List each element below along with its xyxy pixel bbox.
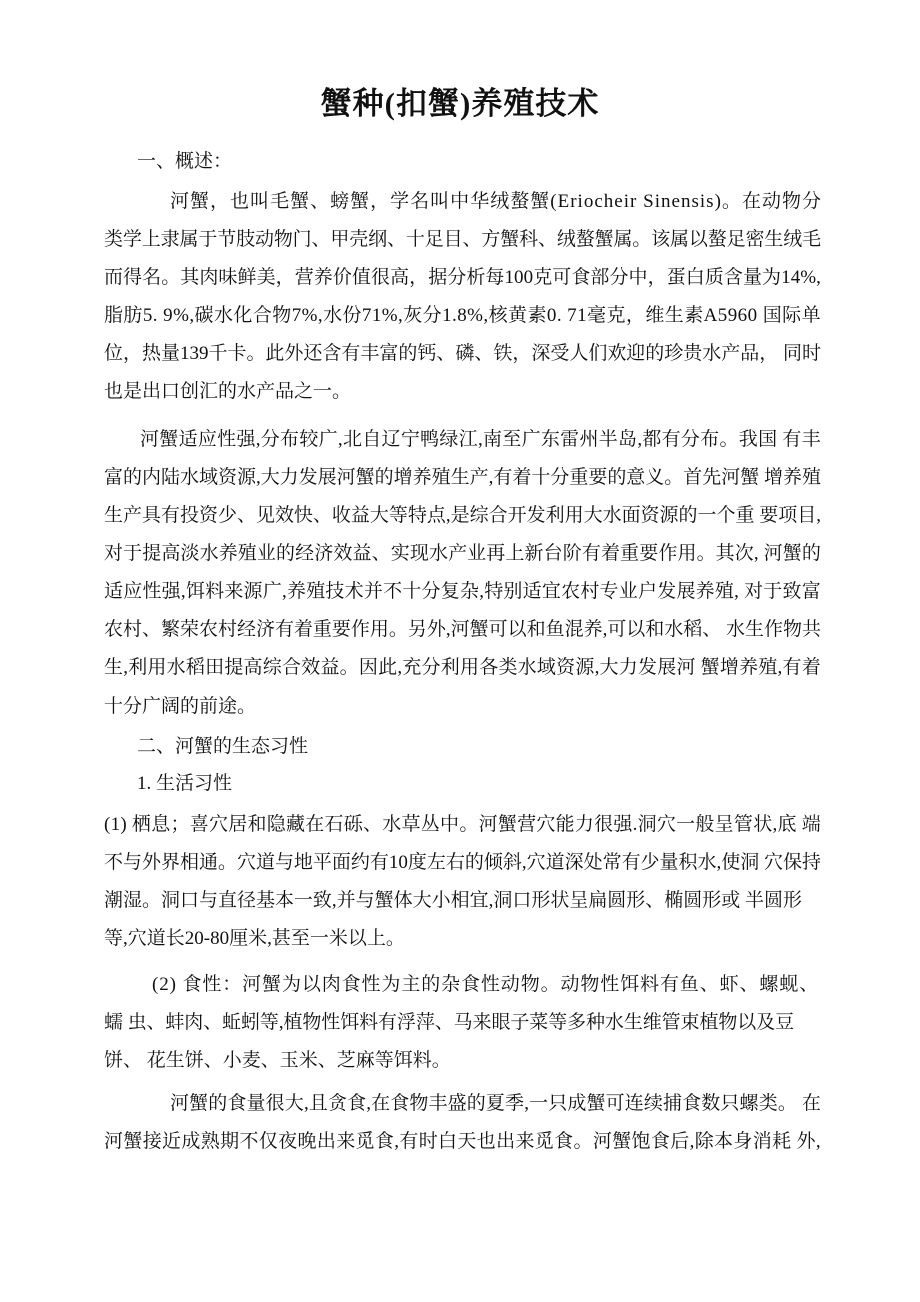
text-line: 农村、繁荣农村经济有着重要作用。另外,河蟹可以和鱼混养,可以和水稻、 水生作物共 <box>104 619 821 640</box>
text-line: 对于提高淡水养殖业的经济效益、实现水产业再上新台阶有着重要作用。其次, 河蟹的 <box>104 543 821 564</box>
text-line: 位，热量139千卡。此外还含有丰富的钙、磷、铁，深受人们欢迎的珍贵水产品， 同时 <box>104 343 821 364</box>
document-title: 蟹种(扣蟹)养殖技术 <box>320 86 600 121</box>
text-line: 生产具有投资少、见效快、收益大等特点,是综合开发利用大水面资源的一个重 要项目, <box>104 505 821 526</box>
text-line: 不与外界相通。穴道与地平面约有10度左右的倾斜,穴道深处常有少量积水,使洞 穴保持 <box>104 852 821 873</box>
text-line: 等,穴道长20-80厘米,甚至一米以上。 <box>104 928 405 949</box>
text-line: 生,利用水稻田提高综合效益。因此,充分利用各类水域资源,大力发展河 蟹增养殖,有着 <box>104 657 821 678</box>
text-line: 十分广阔的前途。 <box>104 696 257 717</box>
text-line: 适应性强,饵料来源广,养殖技术并不十分复杂,特别适宜农村专业户发展养殖, 对于致富 <box>104 581 821 602</box>
text-line: 河蟹的食量很大,且贪食,在食物丰盛的夏季,一只成蟹可连续捕食数只螺类。 在 <box>170 1093 821 1114</box>
text-line: 也是出口创汇的水产品之一。 <box>104 381 352 402</box>
subsection-heading: 1. 生活习性 <box>137 773 233 794</box>
text-line: 脂肪5. 9%,碳水化合物7%,水份71%,灰分1.8%,核黄素0. 71毫克，维生素A5960 国际单 <box>104 305 821 326</box>
text-line: 类学上隶属于节肢动物门、甲壳纲、十足目、方蟹科、绒螯蟹属。该属以螯足密生绒毛 <box>104 229 821 250</box>
text-line: 河蟹接近成熟期不仅夜晚出来觅食,有时白天也出来觅食。河蟹饱食后,除本身消耗 外, <box>104 1131 821 1152</box>
text-line: (2) 食性：河蟹为以肉食性为主的杂食性动物。动物性饵料有鱼、虾、螺蚬、 <box>152 974 820 995</box>
text-line: 潮湿。洞口与直径基本一致,并与蟹体大小相宜,洞口形状呈扁圆形、椭圆形或 半圆形 <box>104 890 802 911</box>
text-line: 富的内陆水域资源,大力发展河蟹的增养殖生产,有着十分重要的意义。首先河蟹 增养殖 <box>104 467 821 488</box>
text-line: (1) 栖息；喜穴居和隐藏在石砾、水草丛中。河蟹营穴能力很强.洞穴一般呈管状,底 端 <box>104 814 821 835</box>
text-line: 而得名。其肉味鲜美，营养价值很高，据分析每100克可食部分中，蛋白质含量为14%, <box>104 267 821 288</box>
section-heading: 二、河蟹的生态习性 <box>137 736 309 757</box>
text-line: 蠕 虫、蚌肉、蚯蚓等,植物性饵料有浮萍、马来眼子菜等多种水生维管束植物以及豆 <box>104 1012 794 1033</box>
section-heading: 一、概述： <box>137 151 233 172</box>
text-line: 河蟹适应性强,分布较广,北自辽宁鸭绿江,南至广东雷州半岛,都有分布。我国 有丰 <box>140 429 821 450</box>
text-line: 河蟹，也叫毛蟹、螃蟹，学名叫中华绒螯蟹(Eriocheir Sinensis)。在动物分 <box>170 191 822 212</box>
text-line: 饼、 花生饼、小麦、玉米、芝麻等饵料。 <box>104 1050 451 1071</box>
